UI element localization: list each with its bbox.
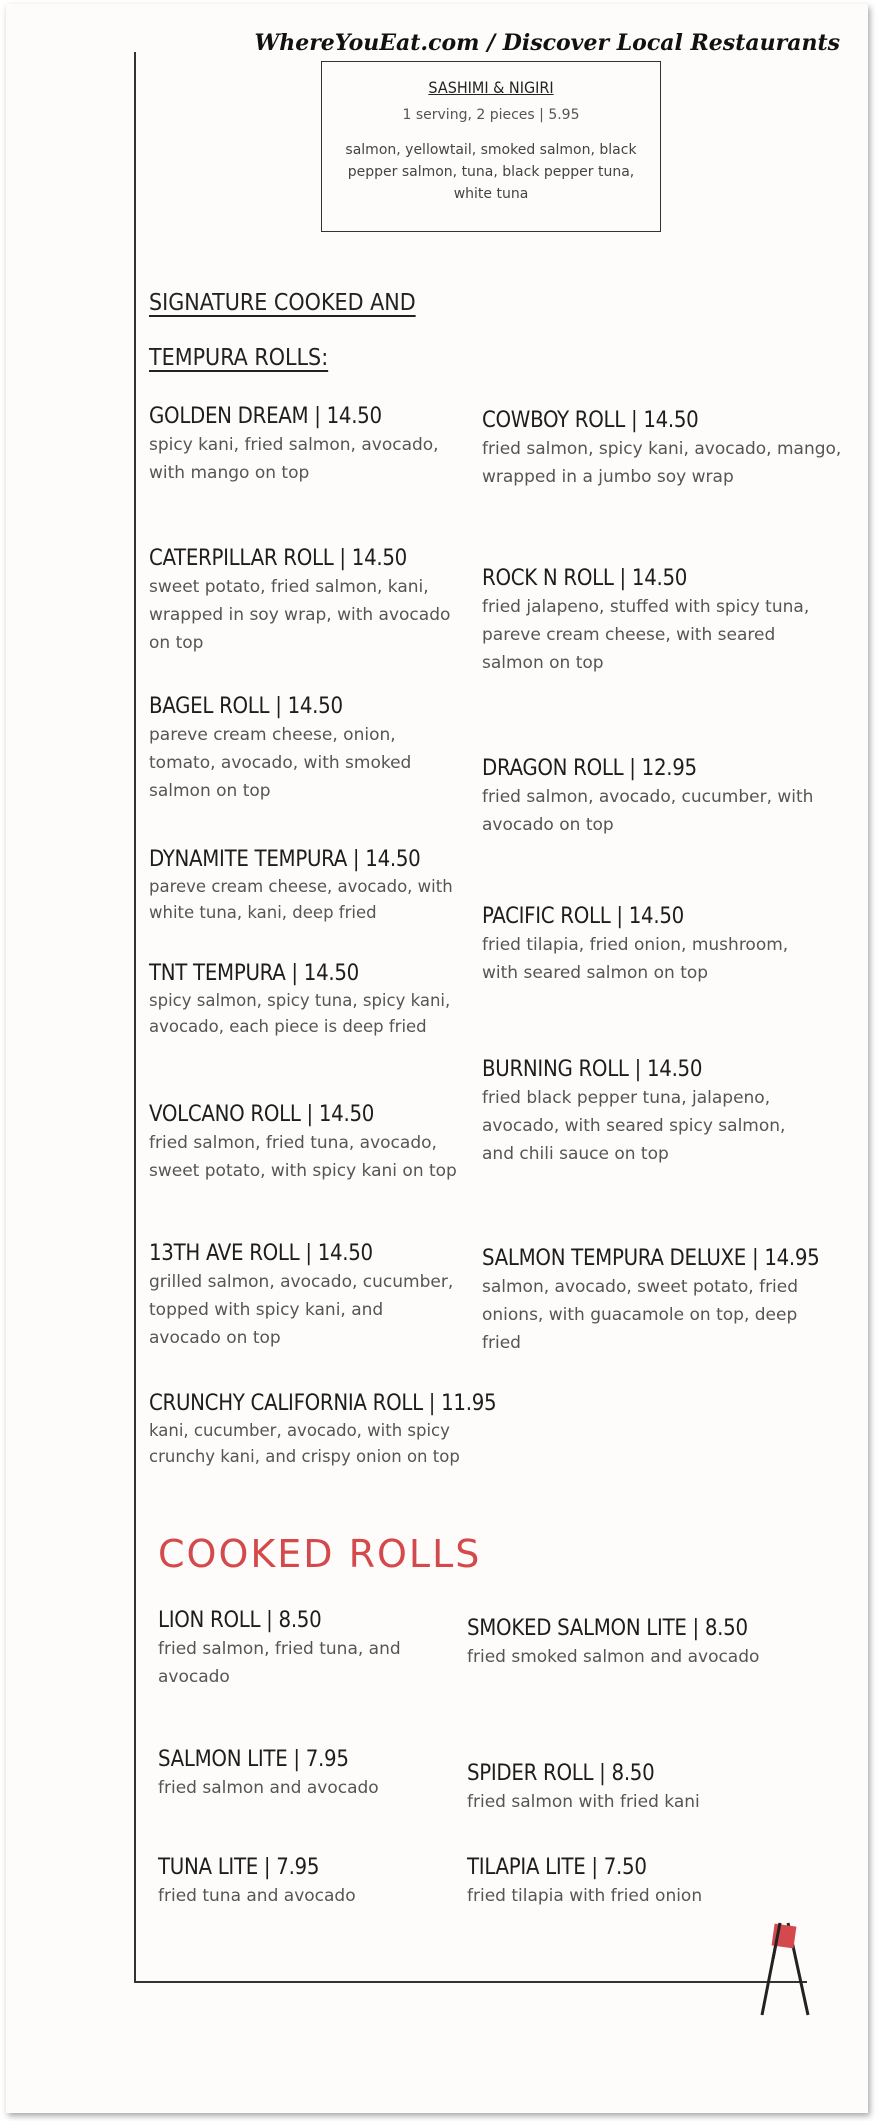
- menu-item: [467, 1855, 777, 1910]
- item-name: CRUNCHY CALIFORNIA ROLL | 11.95: [149, 1391, 497, 1416]
- item-name: SPIDER ROLL | 8.50: [467, 1761, 655, 1786]
- menu-item: [482, 566, 822, 677]
- item-name: TNT TEMPURA | 14.50: [149, 961, 359, 986]
- item-name: BURNING ROLL | 14.50: [482, 1057, 703, 1082]
- item-desc: kani, cucumber, avocado, with spicy crunchy kani, and crispy onion on top: [149, 1421, 460, 1466]
- item-name: PACIFIC ROLL | 14.50: [482, 904, 684, 929]
- item-name: SMOKED SALMON LITE | 8.50: [467, 1616, 748, 1641]
- item-desc: fried tilapia with fried onion: [467, 1886, 703, 1906]
- item-name: TILAPIA LITE | 7.50: [467, 1855, 647, 1880]
- item-name: BAGEL ROLL | 14.50: [149, 694, 343, 719]
- menu-item: [482, 904, 822, 987]
- menu-item: [149, 1391, 499, 1470]
- bottom-border-line: [134, 1981, 807, 1983]
- sashimi-title: SASHIMI & NIGIRI: [428, 78, 554, 97]
- item-desc: fried salmon, avocado, cucumber, with avocado on top: [482, 787, 814, 835]
- item-name: DYNAMITE TEMPURA | 14.50: [149, 847, 421, 872]
- sashimi-price: 1 serving, 2 pieces | 5.95: [402, 107, 580, 123]
- menu-item: [482, 1246, 832, 1357]
- item-desc: grilled salmon, avocado, cucumber, topped with spicy kani, and avocado on top: [149, 1272, 454, 1348]
- item-desc: spicy salmon, spicy tuna, spicy kani, avocado, each piece is deep fried: [149, 991, 451, 1036]
- menu-item: [467, 1761, 777, 1816]
- watermark: WhereYouEat.com / Discover Local Restaurants: [254, 30, 840, 56]
- menu-item: [158, 1855, 468, 1910]
- item-name: DRAGON ROLL | 12.95: [482, 756, 697, 781]
- item-desc: fried smoked salmon and avocado: [467, 1647, 760, 1667]
- item-name: SALMON LITE | 7.95: [158, 1747, 349, 1772]
- item-desc: fried salmon and avocado: [158, 1778, 379, 1798]
- item-name: GOLDEN DREAM | 14.50: [149, 404, 382, 429]
- item-name: ROCK N ROLL | 14.50: [482, 566, 688, 591]
- item-name: 13TH AVE ROLL | 14.50: [149, 1241, 373, 1266]
- item-desc: fried tuna and avocado: [158, 1886, 356, 1906]
- item-desc: spicy kani, fried salmon, avocado, with mango on top: [149, 435, 439, 483]
- signature-title-line1: SIGNATURE COOKED AND: [149, 290, 416, 316]
- menu-item: [158, 1747, 468, 1802]
- menu-item: [149, 1241, 459, 1352]
- item-desc: fried black pepper tuna, jalapeno, avocado, with seared spicy salmon, and chili sauce on top: [482, 1088, 786, 1164]
- menu-item: [482, 756, 822, 839]
- menu-item: [482, 408, 842, 491]
- menu-item: [149, 961, 459, 1040]
- sashimi-desc: salmon, yellowtail, smoked salmon, black pepper salmon, tuna, black pepper tuna, white tuna: [345, 142, 637, 202]
- menu-item: [149, 404, 459, 487]
- sashimi-box: [321, 61, 661, 232]
- item-desc: fried jalapeno, stuffed with spicy tuna, pareve cream cheese, with seared salmon on top: [482, 597, 810, 673]
- item-desc: fried salmon with fried kani: [467, 1792, 700, 1812]
- item-desc: fried salmon, fried tuna, avocado, sweet potato, with spicy kani on top: [149, 1133, 457, 1181]
- item-desc: pareve cream cheese, avocado, with white tuna, kani, deep fried: [149, 877, 453, 922]
- item-desc: sweet potato, fried salmon, kani, wrapped in soy wrap, with avocado on top: [149, 577, 451, 653]
- item-name: TUNA LITE | 7.95: [158, 1855, 320, 1880]
- item-desc: fried salmon, fried tuna, and avocado: [158, 1639, 401, 1687]
- item-desc: pareve cream cheese, onion, tomato, avocado, with smoked salmon on top: [149, 725, 412, 801]
- menu-item: [158, 1608, 468, 1691]
- item-name: COWBOY ROLL | 14.50: [482, 408, 699, 433]
- cooked-rolls-title: COOKED ROLLS: [158, 1532, 482, 1576]
- item-name: LION ROLL | 8.50: [158, 1608, 322, 1633]
- menu-item: [149, 847, 459, 926]
- menu-page: [6, 4, 868, 2113]
- menu-item: [467, 1616, 777, 1671]
- item-desc: salmon, avocado, sweet potato, fried onions, with guacamole on top, deep fried: [482, 1277, 799, 1353]
- item-desc: fried tilapia, fried onion, mushroom, with seared salmon on top: [482, 935, 789, 983]
- menu-item: [149, 546, 459, 657]
- item-name: CATERPILLAR ROLL | 14.50: [149, 546, 407, 571]
- menu-item: [149, 1102, 459, 1185]
- menu-item: [482, 1057, 822, 1168]
- chopsticks-icon: [758, 1919, 818, 2019]
- menu-item: [149, 694, 459, 805]
- item-desc: fried salmon, spicy kani, avocado, mango, wrapped in a jumbo soy wrap: [482, 439, 842, 487]
- item-name: SALMON TEMPURA DELUXE | 14.95: [482, 1246, 820, 1271]
- signature-title-line2: TEMPURA ROLLS:: [149, 345, 329, 371]
- item-name: VOLCANO ROLL | 14.50: [149, 1102, 375, 1127]
- left-border-line: [134, 52, 136, 1982]
